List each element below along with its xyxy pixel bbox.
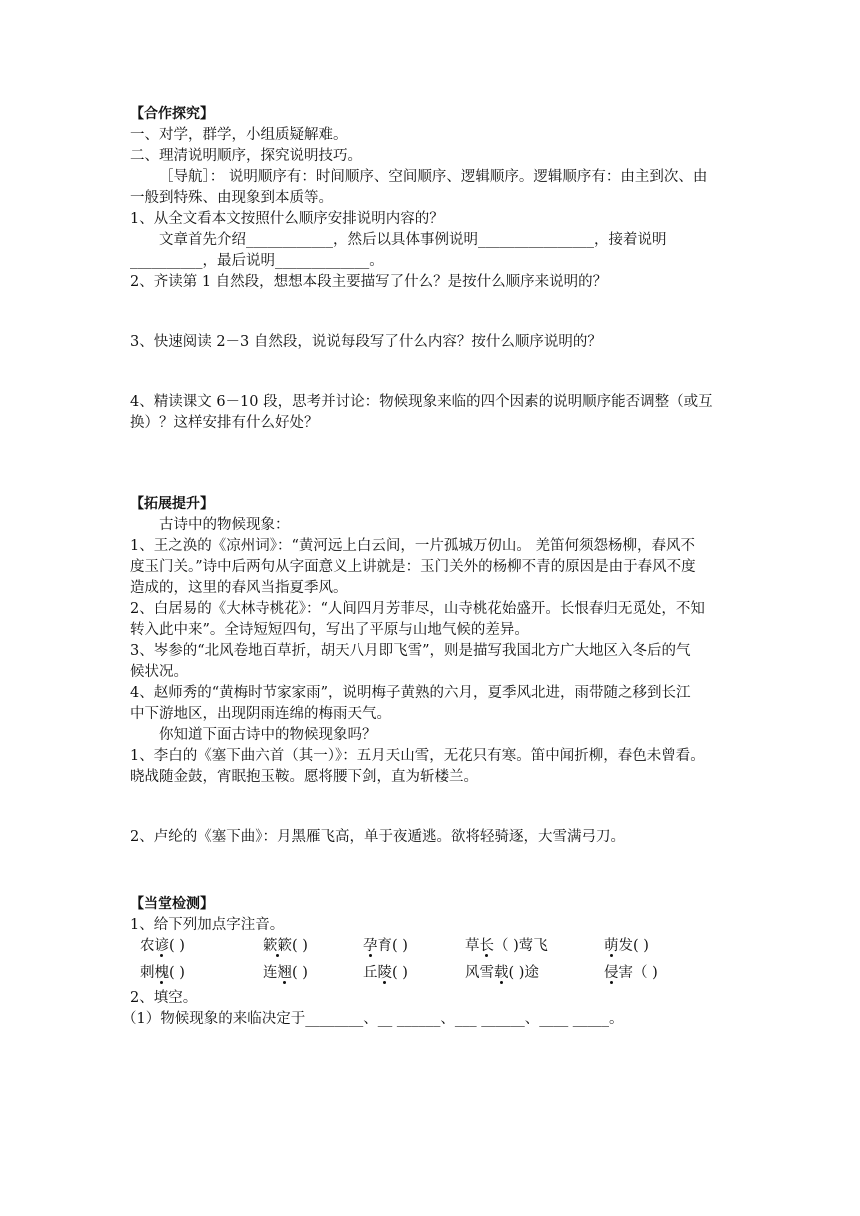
pinyin-item: 侵害（ ) — [604, 965, 658, 981]
step-one: 一、对学，群学，小组质疑解难。 — [130, 127, 348, 143]
fill-in-1: （1）物候现象的来临决定于________、__ ______、___ ______、____ _____。 — [122, 1011, 624, 1027]
exercise-poem-2: 2、卢纶的《塞下曲》：月黑雁飞高，单于夜遁逃。欲将轻骑逐，大雪满弓刀。 — [130, 829, 625, 845]
question-2: 2、齐读第 1 自然段，想想本段主要描写了什么？是按什么顺序来说明的？ — [130, 274, 608, 290]
pinyin-item: 孕育( ) — [363, 938, 408, 954]
poem-3-line-1: 3、岑参的“北风卷地百草折，胡天八月即飞雪”，则是描写我国北方广大地区入冬后的气 — [130, 643, 691, 659]
pinyin-item: 连翘( ) — [263, 965, 308, 981]
pinyin-item: 萌发( ) — [604, 938, 649, 954]
question-1-fill-line-2: __________，最后说明_____________。 — [130, 253, 384, 269]
pinyin-item: 簌簌( ) — [263, 938, 308, 954]
section-heading-check: 【当堂检测】 — [130, 896, 214, 912]
question-4-line-2: 换）？这样安排有什么好处？ — [130, 415, 319, 431]
section-heading-extension: 【拓展提升】 — [130, 496, 214, 512]
question-4-line-1: 4、精读课文 6－10 段，思考并讨论：物候现象来临的四个因素的说明顺序能否调整（或互 — [130, 394, 713, 410]
poem-4-line-1: 4、赵师秀的“黄梅时节家家雨”，说明梅子黄熟的六月，夏季风北进，雨带随之移到长江 — [130, 685, 691, 701]
poem-1-line-2: 度玉门关。”诗中后两句从字面意义上讲就是：玉门关外的杨柳不青的原因是由于春风不度 — [130, 559, 696, 575]
guide-line-1: ［导航］： 说明顺序有：时间顺序、空间顺序、逻辑顺序。逻辑顺序有：由主到次、由 — [159, 169, 708, 185]
section-heading-cooperative: 【合作探究】 — [130, 106, 214, 122]
question-1: 1、从全文看本文按照什么顺序安排说明内容的？ — [130, 211, 444, 227]
worksheet-page — [122, 104, 730, 1030]
exercise-poem-1-line-1: 1、李白的《塞下曲六首（其一）》：五月天山雪，无花只有寒。笛中闻折柳，春色未曾看。 — [130, 748, 705, 764]
poem-3-line-2: 候状况。 — [130, 664, 188, 680]
pinyin-item: 刺槐( ) — [140, 965, 185, 981]
poem-question: 你知道下面古诗中的物候现象吗？ — [159, 727, 377, 743]
poem-1-line-1: 1、王之涣的《凉州词》：“黄河远上白云间，一片孤城万仞山。 羌笛何须怨杨柳，春风不 — [130, 538, 695, 554]
step-two: 二、理清说明顺序，探究说明技巧。 — [130, 148, 362, 164]
pinyin-row-1 — [130, 936, 730, 957]
poem-2-line-2: 转入此中来”。全诗短短四句，写出了平原与山地气候的差异。 — [130, 622, 529, 638]
guide-line-2: 一般到特殊、由现象到本质等。 — [130, 190, 333, 206]
check-task-2: 2、填空。 — [130, 990, 198, 1006]
exercise-poem-1-line-2: 晓战随金鼓，宵眠抱玉鞍。愿将腰下剑，直为斩楼兰。 — [130, 769, 478, 785]
question-3: 3、快速阅读 2－3 自然段，说说每段写了什么内容？按什么顺序说明的？ — [130, 334, 602, 350]
check-task-1: 1、给下列加点字注音。 — [130, 917, 285, 933]
question-1-fill-line-1: 文章首先介绍____________，然后以具体事例说明________________，接着说明 — [159, 232, 667, 248]
poem-intro: 古诗中的物候现象： — [159, 517, 290, 533]
pinyin-item: 丘陵( ) — [363, 965, 408, 981]
pinyin-item: 风雪载( )途 — [465, 965, 539, 981]
poem-2-line-1: 2、白居易的《大林寺桃花》：“人间四月芳菲尽，山寺桃花始盛开。长恨春归无觅处，不知 — [130, 601, 705, 617]
pinyin-row-2 — [130, 963, 730, 984]
pinyin-item: 农谚( ) — [140, 938, 185, 954]
poem-1-line-3: 造成的，这里的春风当指夏季风。 — [130, 580, 348, 596]
poem-4-line-2: 中下游地区，出现阴雨连绵的梅雨天气。 — [130, 706, 391, 722]
pinyin-item: 草长（ )莺飞 — [465, 938, 548, 954]
